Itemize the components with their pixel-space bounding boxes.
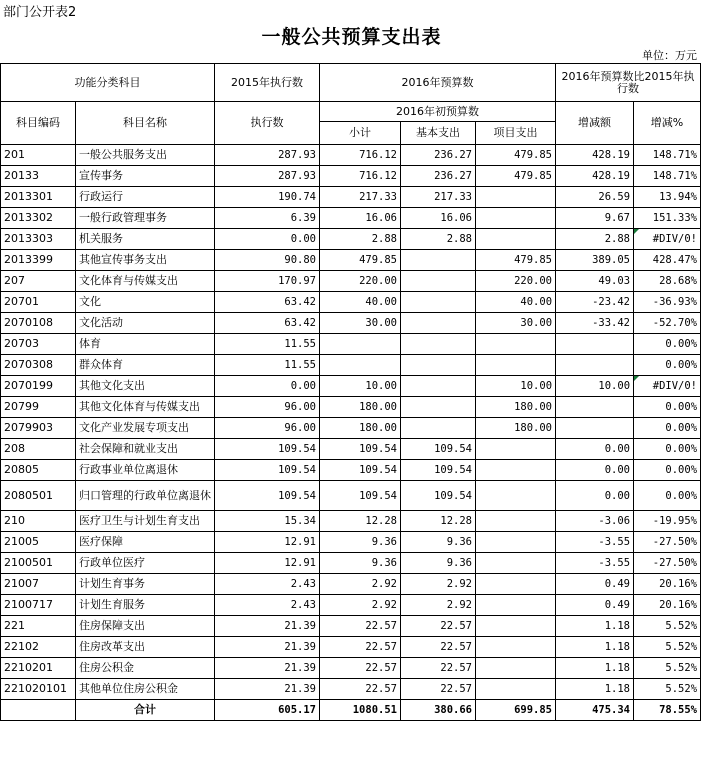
cell-change: 26.59 <box>556 187 634 208</box>
table-row <box>1 595 701 616</box>
cell-project <box>476 679 556 700</box>
table-row <box>1 313 701 334</box>
cell-subtotal: 2.92 <box>320 574 401 595</box>
cell-subtotal <box>320 334 401 355</box>
cell-change <box>556 355 634 376</box>
cell-basic: 236.27 <box>401 145 476 166</box>
table-row <box>1 292 701 313</box>
cell-exec: 0.00 <box>215 229 320 250</box>
cell-subtotal: 22.57 <box>320 616 401 637</box>
cell-change: 0.49 <box>556 595 634 616</box>
cell-basic: 22.57 <box>401 658 476 679</box>
cell-project <box>476 460 556 481</box>
cell-change: 0.49 <box>556 574 634 595</box>
table-row <box>1 679 701 700</box>
cell-basic: 2.88 <box>401 229 476 250</box>
cell-subtotal: 40.00 <box>320 292 401 313</box>
cell-subtotal: 220.00 <box>320 271 401 292</box>
table-row <box>1 511 701 532</box>
cell-project: 40.00 <box>476 292 556 313</box>
cell-name: 文化体育与传媒支出 <box>76 271 215 292</box>
cell-pct: 148.71% <box>634 166 701 187</box>
cell-basic <box>401 313 476 334</box>
table-row <box>1 481 701 511</box>
cell-subtotal: 217.33 <box>320 187 401 208</box>
cell-code: 2013303 <box>1 229 76 250</box>
header-name: 科目名称 <box>76 102 215 145</box>
cell-project <box>476 481 556 511</box>
header-code: 科目编码 <box>1 102 76 145</box>
header-basic: 基本支出 <box>401 122 476 145</box>
cell-subtotal: 479.85 <box>320 250 401 271</box>
cell-name: 住房保障支出 <box>76 616 215 637</box>
header-subtotal: 小计 <box>320 122 401 145</box>
cell-subtotal: 109.54 <box>320 481 401 511</box>
cell-pct: -19.95% <box>634 511 701 532</box>
cell-code: 210 <box>1 511 76 532</box>
cell-exec: 2.43 <box>215 574 320 595</box>
cell-change: -23.42 <box>556 292 634 313</box>
cell-pct: 0.00% <box>634 418 701 439</box>
cell-basic <box>401 250 476 271</box>
cell-pct: 28.68% <box>634 271 701 292</box>
cell-exec: 2.43 <box>215 595 320 616</box>
cell-subtotal: 180.00 <box>320 397 401 418</box>
table-row <box>1 208 701 229</box>
table-row <box>1 397 701 418</box>
cell-pct: 20.16% <box>634 574 701 595</box>
cell-change: 0.00 <box>556 439 634 460</box>
cell-subtotal: 22.57 <box>320 658 401 679</box>
cell-change <box>556 418 634 439</box>
cell-subtotal: 9.36 <box>320 532 401 553</box>
table-row <box>1 439 701 460</box>
header-budget2016: 2016年预算数 <box>320 64 556 102</box>
cell-project <box>476 334 556 355</box>
cell-exec: 190.74 <box>215 187 320 208</box>
cell-code: 2013302 <box>1 208 76 229</box>
cell-name: 行政运行 <box>76 187 215 208</box>
cell-subtotal: 716.12 <box>320 166 401 187</box>
cell-exec: 6.39 <box>215 208 320 229</box>
cell-code: 2070108 <box>1 313 76 334</box>
cell-exec: 11.55 <box>215 334 320 355</box>
cell-project <box>476 439 556 460</box>
cell-exec: 96.00 <box>215 397 320 418</box>
cell-code: 22102 <box>1 637 76 658</box>
cell-basic <box>401 271 476 292</box>
total-subtotal: 1080.51 <box>320 700 401 721</box>
sheet-label: 部门公开表2 <box>3 5 77 20</box>
cell-name: 归口管理的行政单位离退休 <box>76 481 215 511</box>
cell-project <box>476 616 556 637</box>
total-exec: 605.17 <box>215 700 320 721</box>
cell-subtotal: 22.57 <box>320 637 401 658</box>
cell-name: 体育 <box>76 334 215 355</box>
table-row <box>1 334 701 355</box>
cell-change: 428.19 <box>556 166 634 187</box>
cell-subtotal: 180.00 <box>320 418 401 439</box>
cell-subtotal: 716.12 <box>320 145 401 166</box>
cell-name: 文化活动 <box>76 313 215 334</box>
cell-basic: 109.54 <box>401 460 476 481</box>
cell-name: 其他单位住房公积金 <box>76 679 215 700</box>
cell-name: 群众体育 <box>76 355 215 376</box>
cell-change: 389.05 <box>556 250 634 271</box>
cell-name: 行政事业单位离退休 <box>76 460 215 481</box>
cell-basic <box>401 355 476 376</box>
cell-project: 180.00 <box>476 397 556 418</box>
cell-exec: 109.54 <box>215 460 320 481</box>
cell-exec: 21.39 <box>215 658 320 679</box>
table-row <box>1 460 701 481</box>
cell-code: 2080501 <box>1 481 76 511</box>
cell-code: 2070199 <box>1 376 76 397</box>
cell-project: 479.85 <box>476 250 556 271</box>
cell-project <box>476 595 556 616</box>
total-basic: 380.66 <box>401 700 476 721</box>
cell-project <box>476 187 556 208</box>
cell-change: -3.55 <box>556 553 634 574</box>
total-row <box>1 700 701 721</box>
table-row <box>1 166 701 187</box>
header-project: 项目支出 <box>476 122 556 145</box>
cell-basic <box>401 418 476 439</box>
cell-project <box>476 208 556 229</box>
cell-code: 2100501 <box>1 553 76 574</box>
cell-code: 201 <box>1 145 76 166</box>
cell-subtotal: 30.00 <box>320 313 401 334</box>
cell-pct: 0.00% <box>634 355 701 376</box>
cell-code: 2210201 <box>1 658 76 679</box>
cell-basic: 109.54 <box>401 481 476 511</box>
cell-exec: 109.54 <box>215 439 320 460</box>
cell-change: -3.55 <box>556 532 634 553</box>
cell-basic <box>401 397 476 418</box>
cell-project: 30.00 <box>476 313 556 334</box>
cell-pct: 5.52% <box>634 658 701 679</box>
cell-code: 2079903 <box>1 418 76 439</box>
cell-project: 220.00 <box>476 271 556 292</box>
cell-exec: 21.39 <box>215 679 320 700</box>
cell-name: 医疗保障 <box>76 532 215 553</box>
cell-basic: 109.54 <box>401 439 476 460</box>
cell-subtotal: 12.28 <box>320 511 401 532</box>
cell-pct: -27.50% <box>634 532 701 553</box>
table-row <box>1 271 701 292</box>
cell-exec: 109.54 <box>215 481 320 511</box>
cell-pct: 5.52% <box>634 637 701 658</box>
cell-project <box>476 229 556 250</box>
cell-project: 10.00 <box>476 376 556 397</box>
header-func-class: 功能分类科目 <box>1 64 215 102</box>
cell-basic: 2.92 <box>401 595 476 616</box>
cell-exec: 63.42 <box>215 313 320 334</box>
cell-basic <box>401 376 476 397</box>
cell-name: 社会保障和就业支出 <box>76 439 215 460</box>
total-pct: 78.55% <box>634 700 701 721</box>
cell-project <box>476 553 556 574</box>
cell-exec: 21.39 <box>215 637 320 658</box>
cell-pct: 5.52% <box>634 616 701 637</box>
cell-change <box>556 397 634 418</box>
header-change-pct: 增减% <box>634 102 701 145</box>
cell-exec: 287.93 <box>215 145 320 166</box>
header-compare: 2016年预算数比2015年执行数 <box>556 64 701 102</box>
cell-name: 其他宣传事务支出 <box>76 250 215 271</box>
cell-basic: 236.27 <box>401 166 476 187</box>
cell-code: 208 <box>1 439 76 460</box>
cell-project: 479.85 <box>476 166 556 187</box>
total-code <box>1 700 76 721</box>
cell-basic: 22.57 <box>401 679 476 700</box>
total-project: 699.85 <box>476 700 556 721</box>
cell-pct: 0.00% <box>634 397 701 418</box>
cell-basic: 22.57 <box>401 637 476 658</box>
table-row <box>1 616 701 637</box>
cell-pct: -36.93% <box>634 292 701 313</box>
header-initial2016: 2016年初预算数 <box>320 102 556 122</box>
header-exec2015: 2015年执行数 <box>215 64 320 102</box>
table-row <box>1 532 701 553</box>
table-row <box>1 355 701 376</box>
cell-change: 9.67 <box>556 208 634 229</box>
cell-project <box>476 532 556 553</box>
cell-code: 2013301 <box>1 187 76 208</box>
cell-project: 479.85 <box>476 145 556 166</box>
cell-basic: 22.57 <box>401 616 476 637</box>
table-row <box>1 145 701 166</box>
cell-name: 机关服务 <box>76 229 215 250</box>
cell-pct: #DIV/0! <box>634 229 701 250</box>
cell-basic: 217.33 <box>401 187 476 208</box>
cell-change: 1.18 <box>556 637 634 658</box>
cell-change: 1.18 <box>556 658 634 679</box>
table-row <box>1 229 701 250</box>
cell-code: 21007 <box>1 574 76 595</box>
cell-pct: -52.70% <box>634 313 701 334</box>
table-row <box>1 637 701 658</box>
cell-exec: 12.91 <box>215 553 320 574</box>
cell-change: 2.88 <box>556 229 634 250</box>
cell-basic <box>401 292 476 313</box>
cell-project: 180.00 <box>476 418 556 439</box>
cell-name: 计划生育服务 <box>76 595 215 616</box>
cell-subtotal: 109.54 <box>320 439 401 460</box>
cell-change: 10.00 <box>556 376 634 397</box>
cell-change: 0.00 <box>556 460 634 481</box>
cell-code: 20703 <box>1 334 76 355</box>
cell-pct: 20.16% <box>634 595 701 616</box>
table-row <box>1 250 701 271</box>
cell-name: 宣传事务 <box>76 166 215 187</box>
cell-subtotal: 22.57 <box>320 679 401 700</box>
cell-change: 1.18 <box>556 679 634 700</box>
cell-name: 行政单位医疗 <box>76 553 215 574</box>
cell-name: 住房公积金 <box>76 658 215 679</box>
cell-exec: 21.39 <box>215 616 320 637</box>
cell-pct: #DIV/0! <box>634 376 701 397</box>
cell-exec: 11.55 <box>215 355 320 376</box>
cell-code: 20133 <box>1 166 76 187</box>
cell-project <box>476 574 556 595</box>
cell-name: 计划生育事务 <box>76 574 215 595</box>
cell-name: 一般行政管理事务 <box>76 208 215 229</box>
table-row <box>1 187 701 208</box>
header-exec: 执行数 <box>215 102 320 145</box>
cell-code: 2070308 <box>1 355 76 376</box>
total-label: 合计 <box>76 700 215 721</box>
table-row <box>1 418 701 439</box>
cell-pct: 13.94% <box>634 187 701 208</box>
cell-code: 221020101 <box>1 679 76 700</box>
cell-code: 221 <box>1 616 76 637</box>
cell-change: 428.19 <box>556 145 634 166</box>
cell-basic: 2.92 <box>401 574 476 595</box>
cell-pct: 0.00% <box>634 460 701 481</box>
cell-code: 20799 <box>1 397 76 418</box>
cell-change <box>556 334 634 355</box>
cell-exec: 0.00 <box>215 376 320 397</box>
cell-name: 其他文化支出 <box>76 376 215 397</box>
cell-exec: 287.93 <box>215 166 320 187</box>
cell-code: 20805 <box>1 460 76 481</box>
cell-name: 住房改革支出 <box>76 637 215 658</box>
cell-change: 49.03 <box>556 271 634 292</box>
cell-exec: 15.34 <box>215 511 320 532</box>
cell-subtotal <box>320 355 401 376</box>
cell-code: 20701 <box>1 292 76 313</box>
cell-subtotal: 2.88 <box>320 229 401 250</box>
cell-pct: 0.00% <box>634 481 701 511</box>
page-title: 一般公共预算支出表 <box>261 26 442 48</box>
cell-project <box>476 637 556 658</box>
cell-change: -33.42 <box>556 313 634 334</box>
cell-pct: 0.00% <box>634 439 701 460</box>
total-change: 475.34 <box>556 700 634 721</box>
cell-change: -3.06 <box>556 511 634 532</box>
table-row <box>1 574 701 595</box>
table-row <box>1 658 701 679</box>
header-change-amt: 增减额 <box>556 102 634 145</box>
cell-pct: 5.52% <box>634 679 701 700</box>
cell-exec: 96.00 <box>215 418 320 439</box>
cell-change: 0.00 <box>556 481 634 511</box>
cell-basic: 9.36 <box>401 553 476 574</box>
cell-pct: 151.33% <box>634 208 701 229</box>
cell-pct: -27.50% <box>634 553 701 574</box>
cell-exec: 90.80 <box>215 250 320 271</box>
budget-table <box>0 63 701 721</box>
cell-code: 2100717 <box>1 595 76 616</box>
cell-subtotal: 109.54 <box>320 460 401 481</box>
cell-basic: 16.06 <box>401 208 476 229</box>
table-row <box>1 553 701 574</box>
cell-code: 21005 <box>1 532 76 553</box>
cell-pct: 0.00% <box>634 334 701 355</box>
cell-name: 文化 <box>76 292 215 313</box>
cell-exec: 63.42 <box>215 292 320 313</box>
cell-project <box>476 511 556 532</box>
cell-subtotal: 9.36 <box>320 553 401 574</box>
cell-subtotal: 2.92 <box>320 595 401 616</box>
cell-change: 1.18 <box>556 616 634 637</box>
cell-name: 医疗卫生与计划生育支出 <box>76 511 215 532</box>
cell-pct: 148.71% <box>634 145 701 166</box>
cell-name: 一般公共服务支出 <box>76 145 215 166</box>
unit-label: 单位：万元 <box>642 49 697 62</box>
cell-basic <box>401 334 476 355</box>
cell-project <box>476 658 556 679</box>
table-row <box>1 376 701 397</box>
cell-subtotal: 10.00 <box>320 376 401 397</box>
cell-code: 2013399 <box>1 250 76 271</box>
cell-name: 文化产业发展专项支出 <box>76 418 215 439</box>
cell-code: 207 <box>1 271 76 292</box>
cell-exec: 12.91 <box>215 532 320 553</box>
cell-basic: 12.28 <box>401 511 476 532</box>
cell-name: 其他文化体育与传媒支出 <box>76 397 215 418</box>
cell-basic: 9.36 <box>401 532 476 553</box>
cell-subtotal: 16.06 <box>320 208 401 229</box>
cell-project <box>476 355 556 376</box>
cell-exec: 170.97 <box>215 271 320 292</box>
cell-pct: 428.47% <box>634 250 701 271</box>
